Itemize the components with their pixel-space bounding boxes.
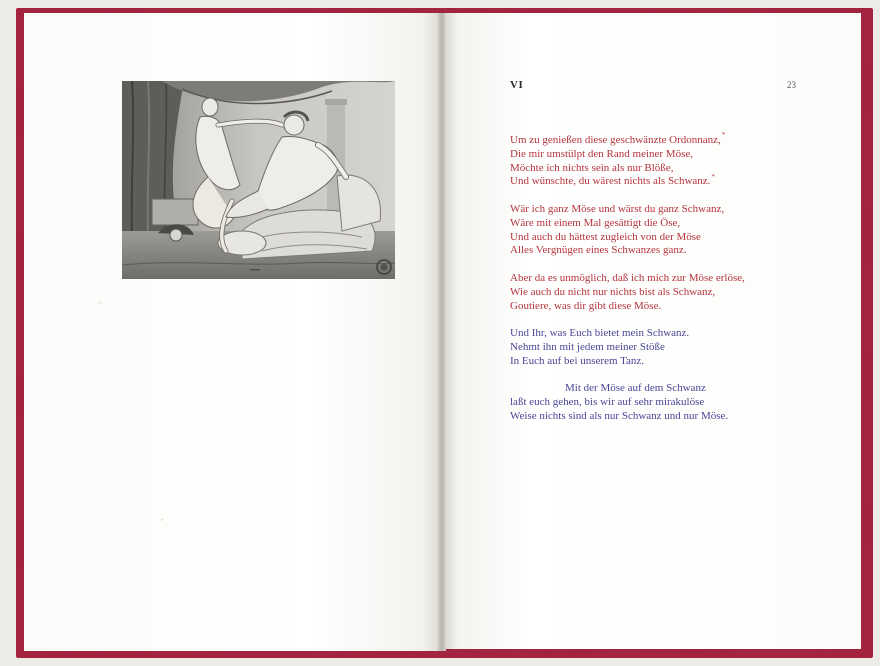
- poem-line: [510, 203, 840, 217]
- line-text: Nehmt ihn mit jedem meiner Stöße: [510, 340, 665, 353]
- line-text: Möchte ich nichts sein als nur Blöße,: [510, 161, 674, 174]
- poem-line: [510, 327, 840, 341]
- line-text: Wie auch du nicht nur nichts bist als Schwanz,: [510, 285, 716, 298]
- poem-line: [510, 272, 840, 286]
- stanza-1: [510, 131, 840, 189]
- line-text: Und Ihr, was Euch bietet mein Schwanz.: [510, 327, 690, 340]
- line-text: Aber da es unmöglich, daß ich mich zur Möse erlöse,: [510, 271, 745, 284]
- line-text: In Euch auf bei unserem Tanz.: [510, 354, 645, 367]
- footnote-marker: *: [721, 131, 726, 140]
- line-text: laßt euch gehen, bis wir auf sehr mirakulöse: [510, 396, 705, 409]
- line-text: Und auch du hättest zugleich von der Möse: [510, 230, 701, 243]
- poem-line: [510, 172, 840, 189]
- stanza-5: [510, 382, 840, 423]
- stanza-2: [510, 203, 840, 258]
- poem-line: [510, 131, 840, 148]
- line-text: Und wünschte, du wärest nichts als Schwanz.: [510, 175, 711, 188]
- poem-line: [510, 231, 840, 245]
- line-text: Wäre mit einem Mal gesättigt die Öse,: [510, 216, 681, 229]
- engraving-illustration: [122, 81, 395, 279]
- line-text: Alles Vergnügen eines Schwanzes ganz.: [510, 244, 687, 257]
- page-number: 23: [787, 80, 796, 90]
- poem-line: [510, 382, 840, 396]
- line-text: Goutiere, was dir gibt diese Möse.: [510, 299, 662, 312]
- stanza-4: [510, 327, 840, 368]
- poem-line: [510, 286, 840, 300]
- poem-line: [510, 396, 840, 410]
- poem-line: [510, 217, 840, 231]
- poem: [510, 131, 840, 438]
- poem-line: [510, 244, 840, 258]
- line-text: Mit der Möse auf dem Schwanz: [565, 382, 706, 395]
- line-text: Die mir umstülpt den Rand meiner Möse,: [510, 147, 693, 160]
- poem-line: [510, 410, 840, 424]
- poem-line: [510, 300, 840, 314]
- poem-line: [510, 162, 840, 176]
- poem-line: [510, 355, 840, 369]
- footnote-marker: *: [711, 172, 715, 181]
- line-text: Weise nichts sind als nur Schwanz und nur Möse.: [510, 409, 729, 422]
- stanza-3: [510, 272, 840, 313]
- line-text: Um zu genießen diese geschwänzte Ordonnanz,: [510, 134, 721, 146]
- line-text: Wär ich ganz Möse und wärst du ganz Schwanz,: [510, 202, 725, 215]
- poem-line: [510, 341, 840, 355]
- poem-line: [510, 148, 840, 162]
- chapter-number: VI: [510, 79, 524, 91]
